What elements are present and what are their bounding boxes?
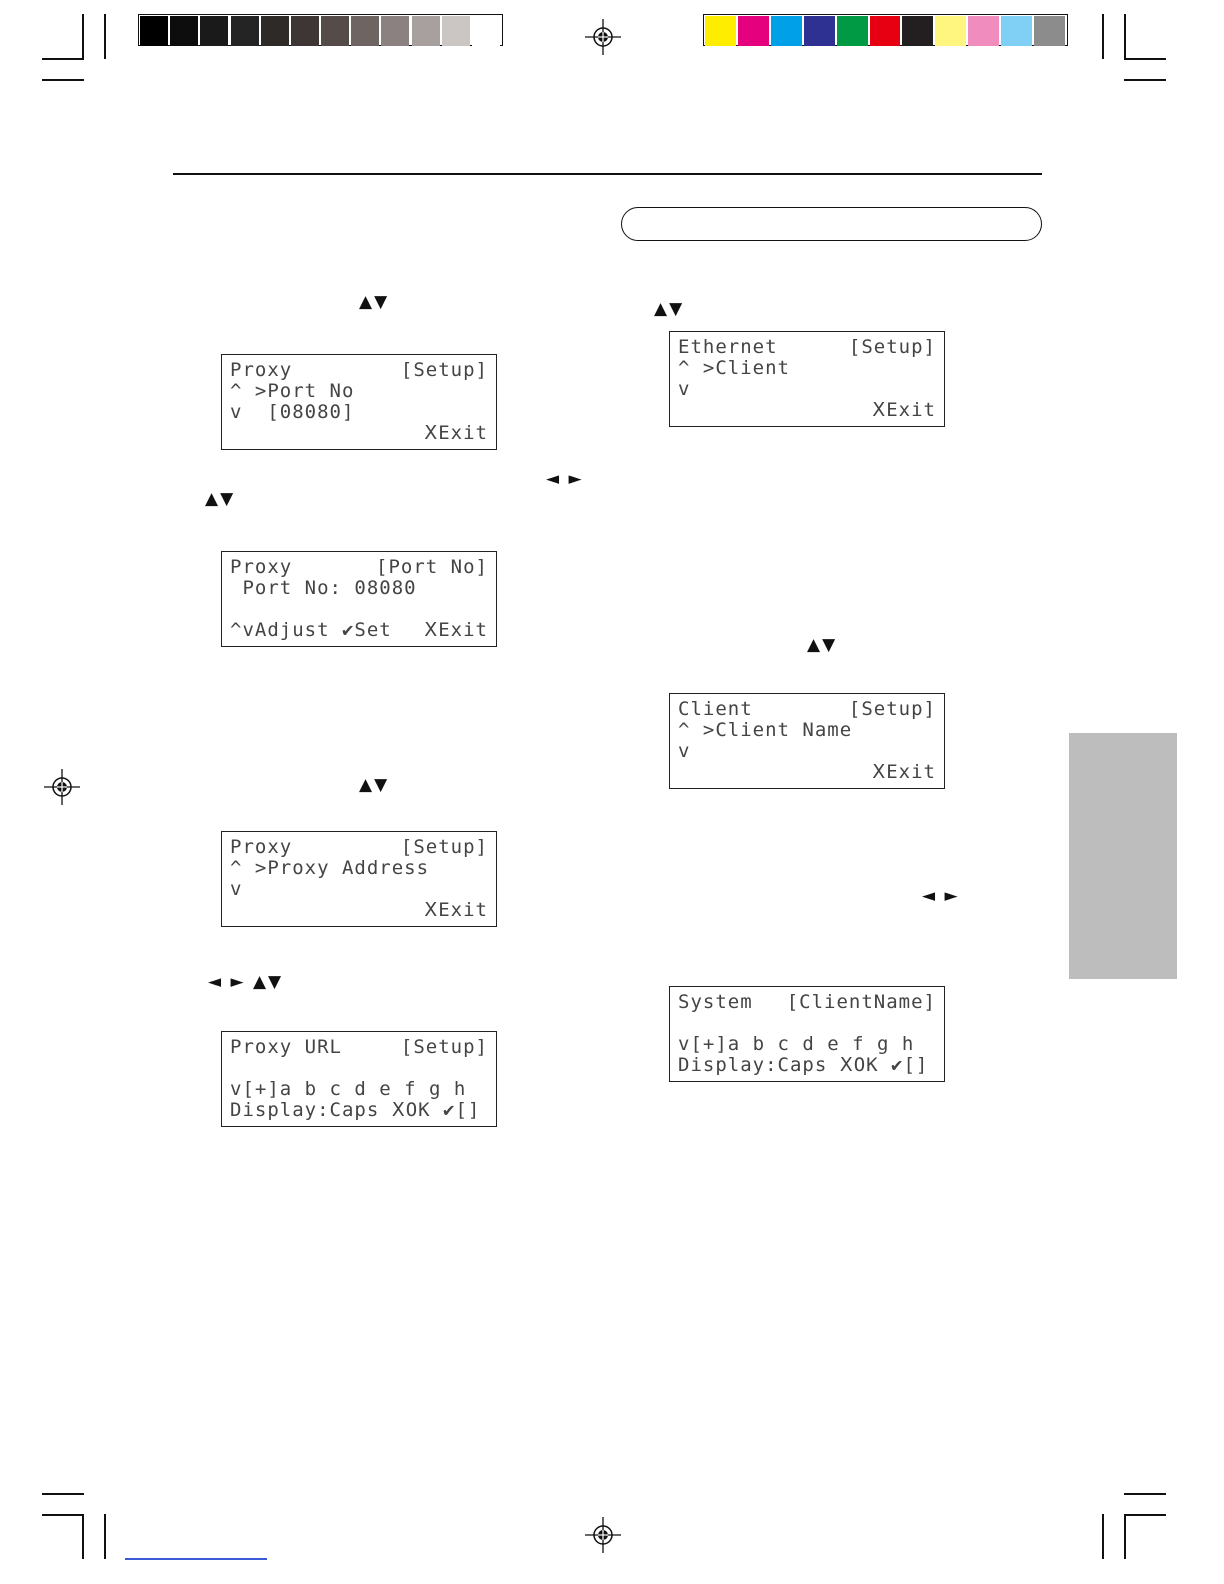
left-right-arrows-icon: ◄ ►	[546, 469, 584, 489]
lcd-tag: [Setup]	[400, 836, 488, 858]
header-rule	[173, 173, 1042, 175]
color-swatch	[1034, 16, 1065, 46]
registration-mark-icon	[585, 19, 621, 55]
crop-mark	[104, 1514, 106, 1559]
color-swatch	[412, 16, 440, 46]
crop-mark	[1124, 14, 1126, 59]
color-swatch	[381, 16, 409, 46]
crop-mark	[42, 1514, 84, 1516]
color-swatch	[738, 16, 769, 46]
lcd-adjust-label: ^vAdjust ✔Set	[230, 619, 392, 641]
crop-mark	[104, 14, 106, 59]
color-swatch	[935, 16, 966, 46]
color-swatch	[902, 16, 933, 46]
lcd-tag: [Setup]	[400, 1036, 488, 1058]
lcd-display-caps-row: Display:Caps ⅩOK ✔[]	[230, 1099, 481, 1121]
color-swatch	[870, 16, 901, 46]
color-swatch	[261, 16, 289, 46]
lcd-title: Client	[678, 698, 753, 720]
color-swatch	[200, 16, 228, 46]
color-swatch	[472, 16, 500, 46]
lcd-exit-label: ⅩExit	[872, 399, 936, 421]
color-swatch	[170, 16, 198, 46]
lcd-screen-ethernet	[669, 331, 945, 427]
lcd-title: System	[678, 991, 753, 1013]
lcd-exit-label: ⅩExit	[424, 899, 488, 921]
color-swatch	[351, 16, 379, 46]
lcd-tag: [Setup]	[400, 359, 488, 381]
lcd-tag: [ClientName]	[786, 991, 936, 1013]
up-down-arrows-icon: ▲▼	[654, 299, 685, 319]
lcd-line: v	[678, 740, 691, 762]
lcd-title: Proxy	[230, 836, 293, 858]
crop-mark	[82, 14, 84, 59]
crop-mark	[1124, 58, 1166, 60]
lcd-tag: [Setup]	[848, 698, 936, 720]
color-swatch	[968, 16, 999, 46]
lcd-tag: [Port No]	[376, 556, 488, 578]
lcd-title: Ethernet	[678, 336, 778, 358]
section-heading-box	[621, 207, 1042, 241]
lcd-character-row: v[+]a b c d e f g h	[678, 1033, 915, 1055]
crop-mark	[1102, 1514, 1104, 1559]
lcd-title: Proxy	[230, 359, 293, 381]
registration-mark-icon	[585, 1517, 621, 1553]
crop-mark	[1124, 1514, 1126, 1559]
lcd-screen-proxy-address	[221, 831, 497, 927]
lcd-line: ^ >Client	[678, 357, 790, 379]
color-swatch	[804, 16, 835, 46]
lcd-exit-label: ⅩExit	[872, 761, 936, 783]
left-right-arrows-icon: ◄ ►	[922, 886, 960, 906]
color-swatch	[771, 16, 802, 46]
registration-mark-icon	[44, 769, 80, 805]
crop-mark	[1124, 1493, 1166, 1495]
lcd-line: ^ >Proxy Address	[230, 857, 430, 879]
up-down-arrows-icon: ▲▼	[359, 292, 390, 312]
lcd-screen-proxy-port	[221, 354, 497, 450]
color-swatch	[321, 16, 349, 46]
lcd-exit-label: ⅩExit	[424, 422, 488, 444]
lcd-line: Port No: 08080	[230, 577, 417, 599]
lcd-title: Proxy URL	[230, 1036, 342, 1058]
link-underline	[125, 1558, 267, 1560]
crop-mark	[42, 79, 84, 81]
color-swatch	[1001, 16, 1032, 46]
lcd-screen-proxy-url	[221, 1031, 497, 1127]
lcd-screen-proxy-port-no	[221, 551, 497, 647]
lcd-tag: [Setup]	[848, 336, 936, 358]
color-swatch	[231, 16, 259, 46]
color-swatch	[442, 16, 470, 46]
lcd-exit-label: ⅩExit	[424, 619, 488, 641]
crop-mark	[1124, 1514, 1166, 1516]
lcd-screen-client	[669, 693, 945, 789]
lcd-line: ^ >Port No	[230, 380, 355, 402]
crop-mark	[1124, 79, 1166, 81]
crop-mark	[42, 1493, 84, 1495]
color-swatch	[837, 16, 868, 46]
lcd-screen-system-client-name	[669, 986, 945, 1082]
side-chapter-tab	[1069, 733, 1177, 979]
color-swatch	[705, 16, 736, 46]
lcd-line: v	[230, 878, 243, 900]
up-down-arrows-icon: ▲▼	[807, 635, 838, 655]
color-swatch	[140, 16, 168, 46]
crop-mark	[1102, 14, 1104, 59]
lcd-title: Proxy	[230, 556, 293, 578]
left-right-up-down-arrows-icon: ◄ ► ▲▼	[208, 972, 284, 992]
lcd-line: ^ >Client Name	[678, 719, 853, 741]
up-down-arrows-icon: ▲▼	[205, 489, 236, 509]
lcd-line: v [08080]	[230, 401, 355, 423]
color-swatch	[291, 16, 319, 46]
up-down-arrows-icon: ▲▼	[359, 775, 390, 795]
lcd-character-row: v[+]a b c d e f g h	[230, 1078, 467, 1100]
lcd-line: v	[678, 378, 691, 400]
crop-mark	[82, 1514, 84, 1559]
crop-mark	[42, 58, 84, 60]
lcd-display-caps-row: Display:Caps ⅩOK ✔[]	[678, 1054, 929, 1076]
